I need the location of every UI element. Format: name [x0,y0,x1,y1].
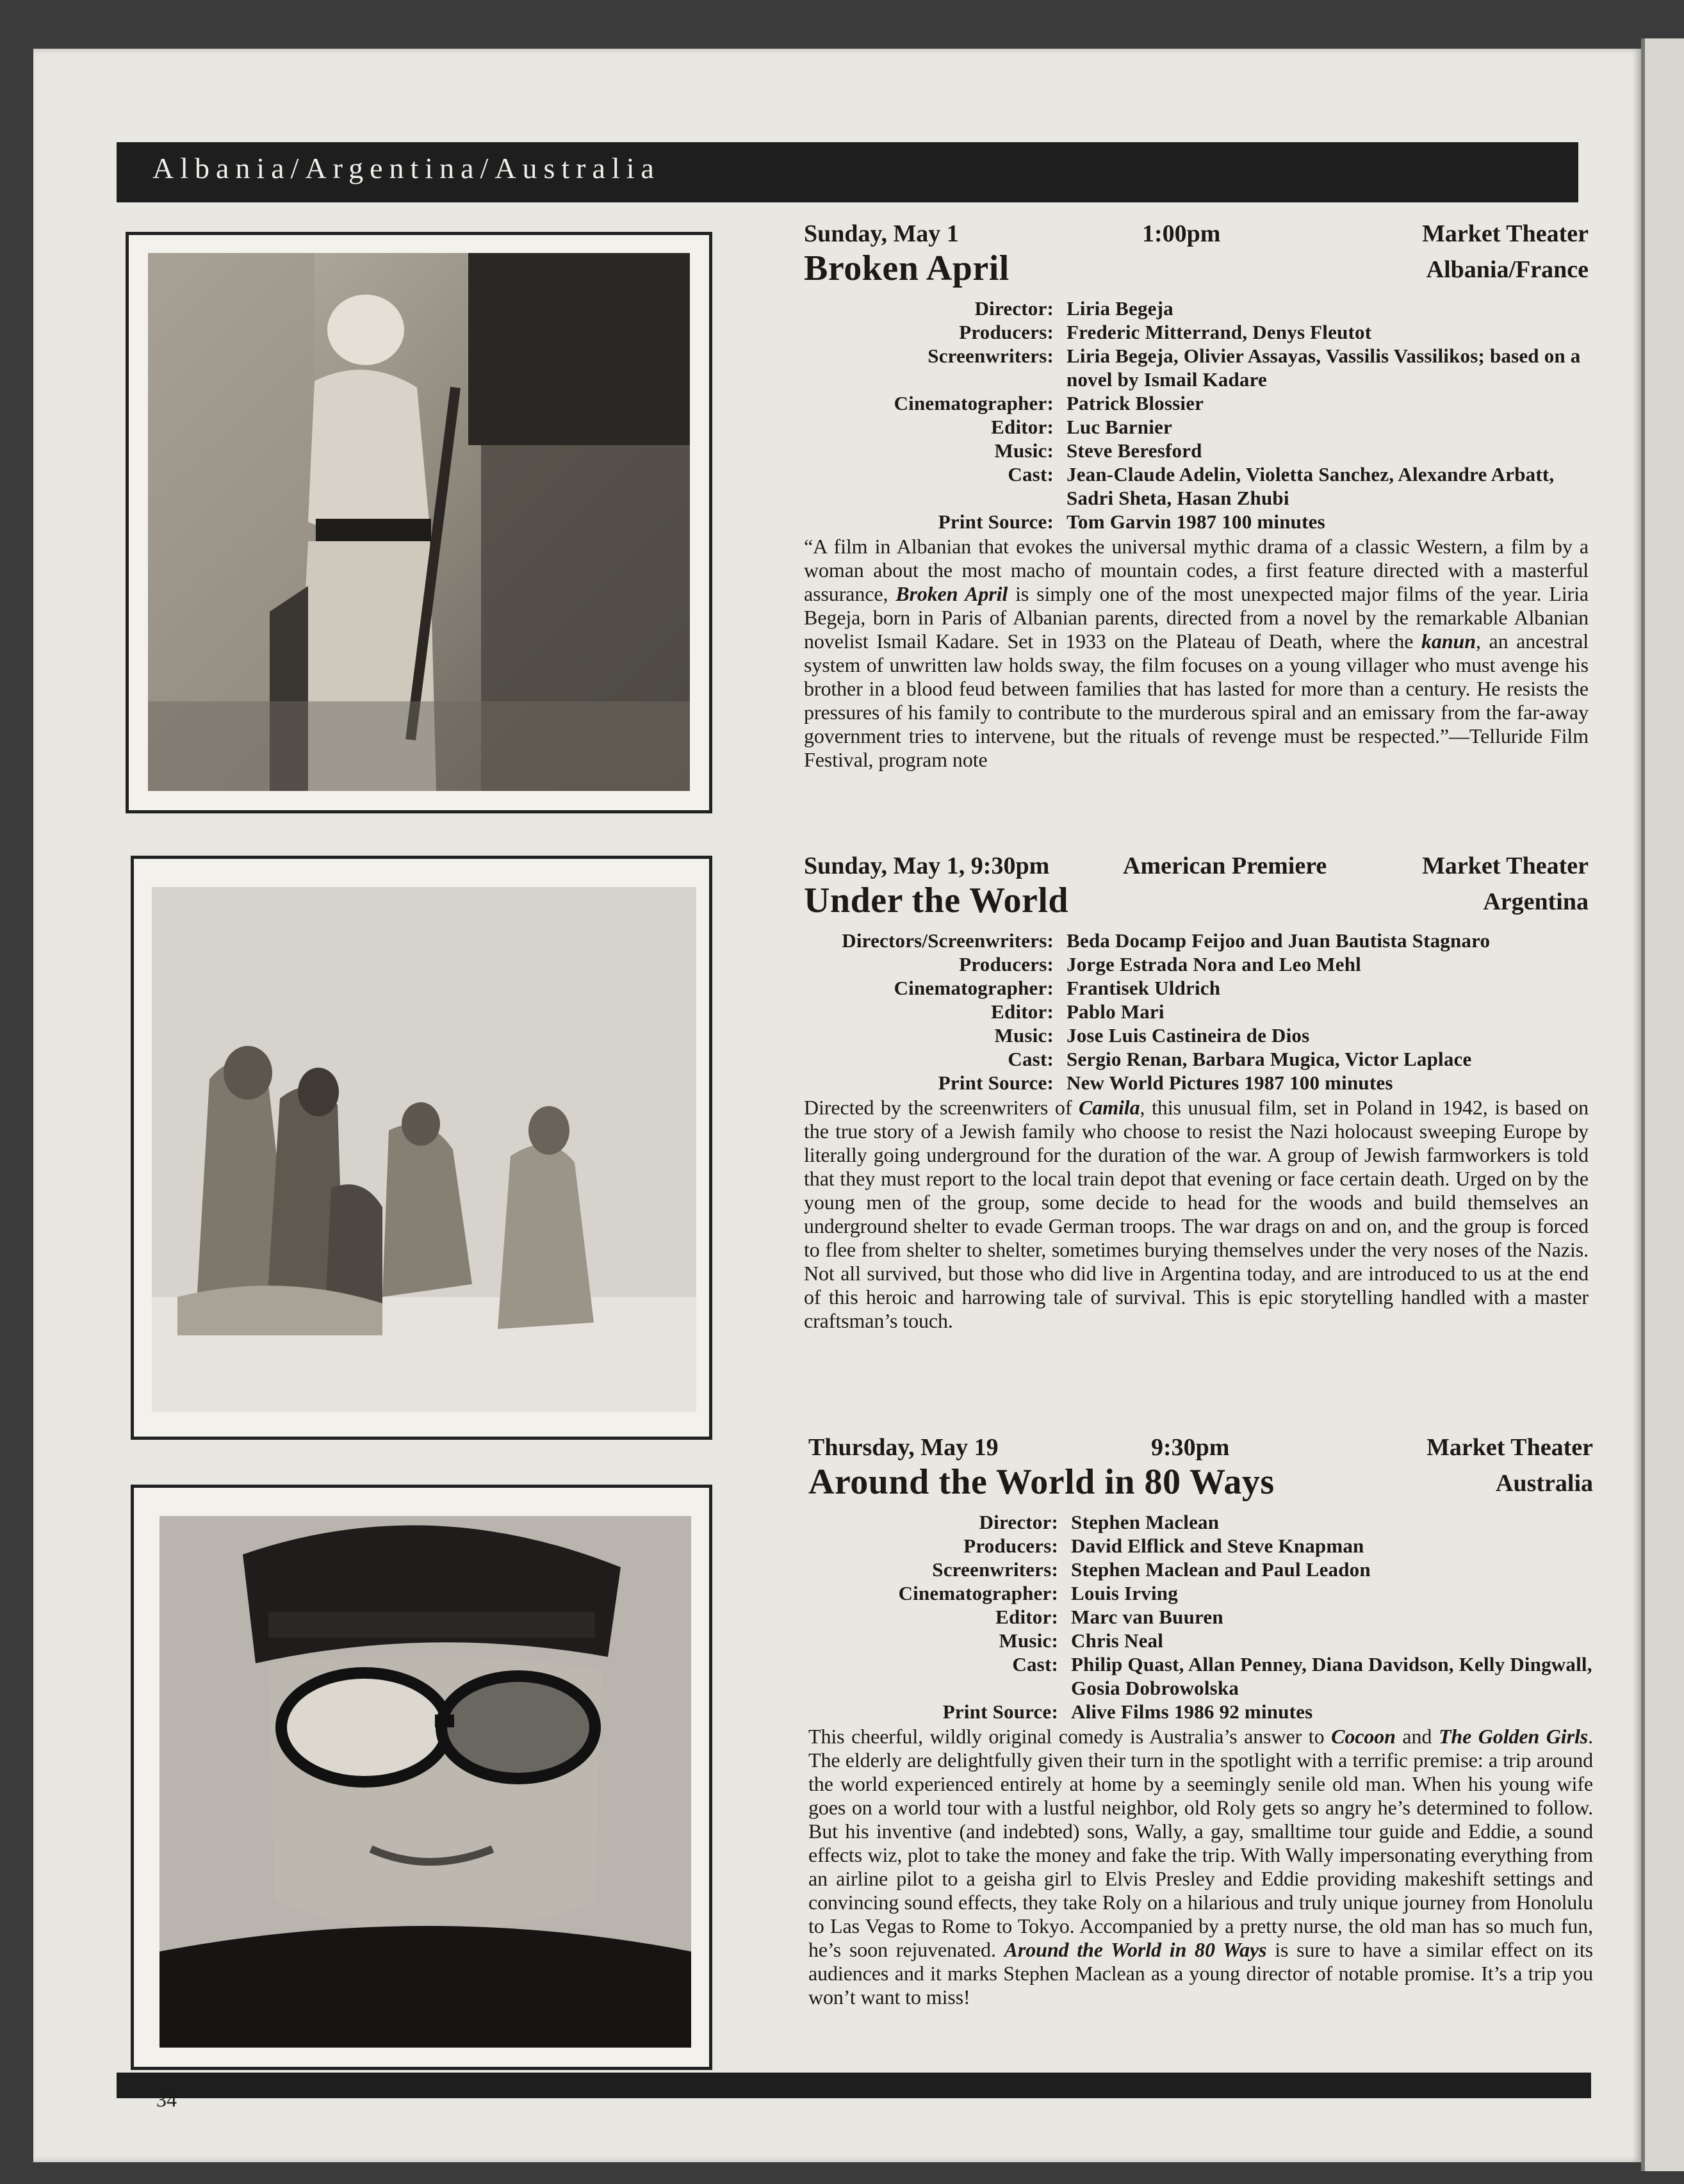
page-number: 34 [156,2088,177,2111]
description-text: This cheerful, wildly original comedy is Australia’s answer to [808,1725,1332,1748]
description-text: , an ancestral system of unwritten law holds sway, the film focuses on a young villager who must avenge his brother in a blood feud between families that has lasted for more than a century. He resists the pressures of his family to contribute to the murderous spiral and an emissary from the far-away government tries to intervene, but the rituals of revenge must be respected.”—Telluride Film Festival, program note [804,630,1589,771]
credit-role: Screenwriters: [928,345,1054,367]
credit-row [804,1071,1589,1095]
film-listing-around-the-world [808,1433,1593,2009]
credit-row [804,415,1589,439]
credit-row [804,929,1589,952]
credit-role: Editor: [991,416,1054,438]
credit-role: Directors/Screenwriters: [842,929,1054,952]
film-country: Albania/France [1426,256,1589,283]
still-around-the-world [159,1516,691,2048]
description-text: is sure to have a similar effect on its audiences and it marks Stephen Maclean as a young director of notable promise. It’s a trip you won’t want to miss! [808,1938,1593,2009]
credit-names: Steve Beresford [1067,439,1202,462]
film-title-row [804,249,1589,293]
credit-row [804,1000,1589,1023]
credit-role: Producers: [963,1535,1058,1557]
photo-frame-under-the-world [131,856,712,1440]
credit-role: Director: [979,1511,1058,1533]
film-title: Broken April [804,249,1010,288]
credit-row [804,952,1589,976]
description-text: . The elderly are delightfully given their turn in the spotlight with a terrific premise: a trip around the world experienced entirely at home by a seemingly senile old man. When his young wife goes on a world tour with a lustful neighbor, old Roly gets so angry he’s determined to follow. But his inventive (and indebted) sons, Wally, a gay, smalltime tour guide and Eddie, a sound effects wiz, plot to take the money and fake the trip. With Wally impersonating everything from an airline pilot to a geisha girl to Elvis Presley and Eddie providing makeshift settings and convincing sound effects, they take Roly on a hilarious and truly unique journey from Honolulu to Las Vegas to Rome to Tokyo. Accompanied by a pretty nurse, the old man has so much fun, he’s soon rejuvenated. [808,1725,1593,1961]
credit-names: Luc Barnier [1067,416,1172,438]
credit-row [804,344,1589,391]
credit-names: Stephen Maclean [1071,1511,1220,1533]
credit-names: Liria Begeja [1067,297,1173,320]
description-emphasis: kanun [1421,630,1476,653]
film-meta-row [804,852,1589,884]
credit-row [804,510,1589,534]
credit-role: Print Source: [938,510,1054,533]
film-time: 1:00pm [1142,220,1221,247]
photo-frame-around-the-world [131,1485,712,2070]
film-time: 9:30pm [1151,1434,1230,1461]
credit-row [804,976,1589,1000]
film-description [804,535,1589,772]
film-country: Argentina [1483,888,1589,915]
credit-names: David Elflick and Steve Knapman [1071,1535,1364,1557]
credit-row [804,1023,1589,1047]
description-text: is simply one of the most unexpected major films of the year. Liria Begeja, born in Paris of Albanian parents, directed from a novel by the remarkable Albanian novelist Ismail Kadare. Set in 1933 on the Plateau of Death, where the [804,582,1589,653]
footer-bar [117,2073,1591,2098]
description-emphasis: Around the World in 80 Ways [1004,1938,1267,1961]
credit-names: Pablo Mari [1067,1000,1165,1023]
credit-role: Cast: [1008,463,1054,485]
film-venue: Market Theater [1422,220,1589,247]
still-under-the-world [152,887,696,1412]
credit-row [808,1510,1593,1534]
description-text: and [1395,1725,1439,1748]
film-country: Australia [1496,1470,1593,1497]
still-around-the-world-image [159,1516,691,2048]
film-credits [804,297,1589,534]
credit-row [808,1629,1593,1652]
description-emphasis: The Golden Girls [1438,1725,1589,1748]
credit-role: Editor: [991,1000,1054,1023]
film-credits [804,929,1589,1095]
credit-names: Chris Neal [1071,1629,1164,1652]
credit-names: Philip Quast, Allan Penney, Diana Davidson, Kelly Dingwall, Gosia Dobrowolska [1071,1653,1592,1699]
film-meta-row [808,1433,1593,1465]
credit-names: Jose Luis Castineira de Dios [1067,1024,1310,1047]
credit-role: Producers: [959,321,1054,343]
credit-names: Stephen Maclean and Paul Leadon [1071,1558,1371,1581]
section-title: Albania/Argentina/Australia [152,152,660,184]
section-header-bar [117,142,1578,202]
description-emphasis: Camila [1079,1096,1140,1119]
adjacent-page-edge [1641,38,1684,2171]
credit-row [808,1605,1593,1629]
credit-names: Frantisek Uldrich [1067,977,1221,999]
film-date: Sunday, May 1, 9:30pm [804,852,1050,879]
credit-names: Tom Garvin 1987 100 minutes [1067,510,1325,533]
credit-role: Producers: [959,953,1054,975]
credit-row [804,391,1589,415]
credit-role: Music: [994,1024,1054,1047]
credit-names: Jorge Estrada Nora and Leo Mehl [1067,953,1361,975]
still-under-the-world-image [152,887,696,1412]
credit-names: Patrick Blossier [1067,392,1204,414]
credit-role: Music: [999,1629,1058,1652]
credit-names: Liria Begeja, Olivier Assayas, Vassilis Vassilikos; based on a novel by Ismail Kadare [1067,345,1581,391]
film-time: American Premiere [1123,852,1327,879]
credit-role: Editor: [995,1606,1058,1628]
credit-row [804,1047,1589,1071]
credit-role: Music: [994,439,1054,462]
credit-names: Beda Docamp Feijoo and Juan Bautista Stagnaro [1067,929,1491,952]
credit-row [804,439,1589,462]
credit-role: Cast: [1012,1653,1058,1675]
credit-names: Sergio Renan, Barbara Mugica, Victor Laplace [1067,1048,1472,1070]
description-text: “A film in Albanian that evokes the universal mythic drama of a classic Western, a film by a woman about the most macho of mountain codes, a first feature directed with a masterful assurance, [804,535,1589,605]
credit-names: Frederic Mitterrand, Denys Fleutot [1067,321,1372,343]
description-emphasis: Broken April [895,582,1008,605]
film-venue: Market Theater [1426,1434,1593,1461]
credit-row [804,462,1589,510]
film-credits [808,1510,1593,1724]
credit-row [804,320,1589,344]
film-title: Under the World [804,881,1069,920]
description-emphasis: Cocoon [1331,1725,1396,1748]
credit-role: Cinematographer: [894,977,1054,999]
credit-row [808,1558,1593,1581]
film-title: Around the World in 80 Ways [808,1462,1275,1502]
film-listing-under-the-world [804,852,1589,1333]
credit-row [808,1581,1593,1605]
film-title-row [808,1462,1593,1506]
credit-role: Cinematographer: [894,392,1054,414]
credit-row [808,1700,1593,1724]
film-title-row [804,881,1589,925]
film-date: Sunday, May 1 [804,220,959,247]
credit-role: Print Source: [938,1072,1054,1094]
credit-names: Marc van Buuren [1071,1606,1223,1628]
film-description [804,1096,1589,1333]
still-broken-april-image [148,253,690,791]
photo-frame-broken-april [126,232,712,813]
description-text: , this unusual film, set in Poland in 1942, is based on the true story of a Jewish family who choose to resist the Nazi holocaust sweeping Europe by literally going underground for the duration of the war. A group of Jewish farmworkers is told that they must report to the local train depot that evening or face certain death. Urged on by the young men of the group, some decide to head for the woods and build themselves an underground shelter to evade German troops. The war drags on and on, and the group is forced to flee from shelter to shelter, sometimes burying themselves under the very noses of the Nazis. Not all survived, but those who did live in Argentina today, and are introduced to us at the end of this heroic and harrowing tale of survival. This is epic storytelling handled with a master craftsman’s touch. [804,1096,1589,1332]
credit-role: Cinematographer: [898,1582,1058,1604]
credit-row [808,1652,1593,1700]
film-listing-broken-april [804,220,1589,772]
credit-row [804,297,1589,320]
credit-names: New World Pictures 1987 100 minutes [1067,1072,1393,1094]
film-venue: Market Theater [1422,852,1589,879]
credit-names: Alive Films 1986 92 minutes [1071,1700,1313,1723]
description-text: Directed by the screenwriters of [804,1096,1079,1119]
film-meta-row [804,220,1589,252]
still-broken-april [148,253,690,791]
film-description [808,1725,1593,2009]
credit-role: Screenwriters: [932,1558,1058,1581]
film-date: Thursday, May 19 [808,1434,999,1461]
credit-names: Jean-Claude Adelin, Violetta Sanchez, Alexandre Arbatt, Sadri Sheta, Hasan Zhubi [1067,463,1555,509]
credit-role: Director: [974,297,1054,320]
credit-names: Louis Irving [1071,1582,1178,1604]
credit-role: Print Source: [942,1700,1058,1723]
credit-row [808,1534,1593,1558]
credit-role: Cast: [1008,1048,1054,1070]
